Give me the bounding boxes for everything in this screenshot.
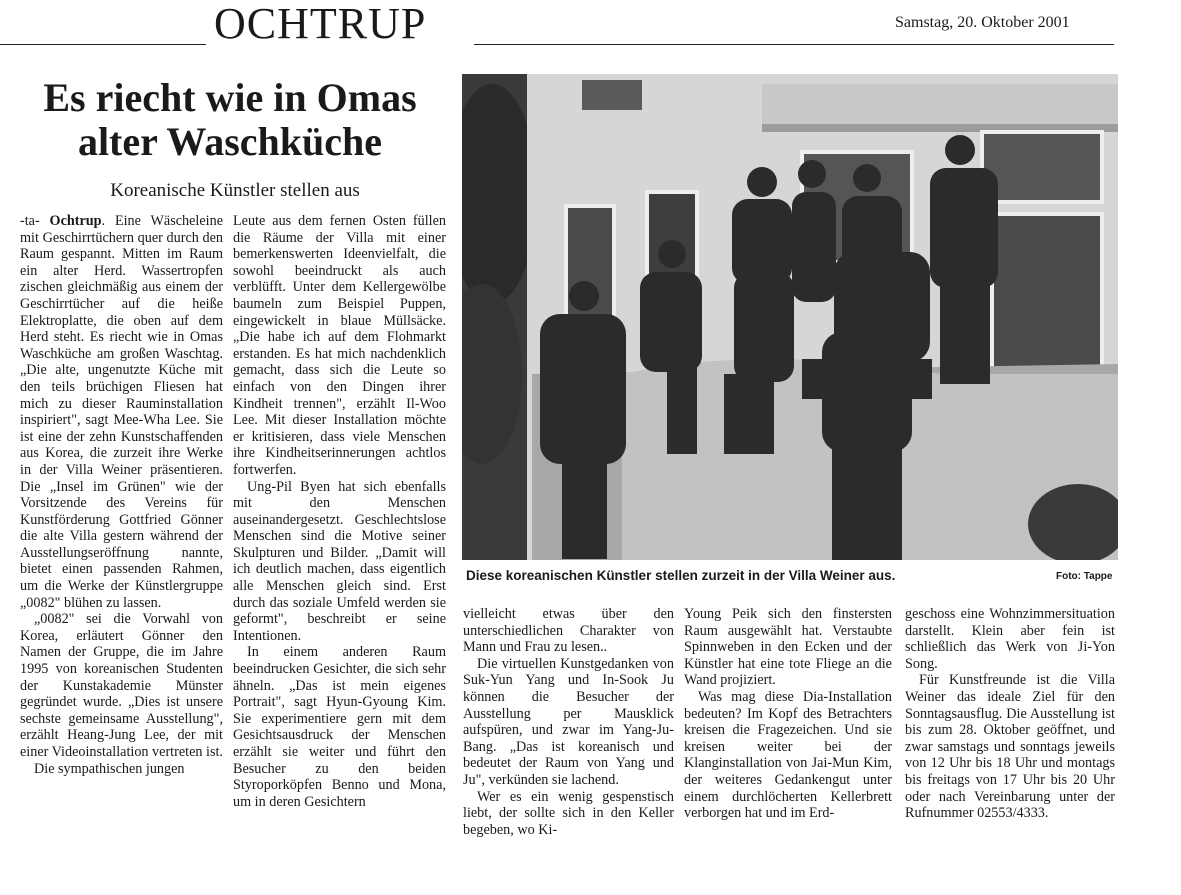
dateline-place: Ochtrup	[49, 213, 102, 229]
column-1-paragraph-2: „0082" sei die Vorwahl von Korea, erläutert Gönner den Namen der Gruppe, die im Jahre 1995 von koreanischen Studenten der Kunstakademie Münster gegründet wurde. „Dies ist unsere sechste gemeinsame Ausstellung", erzählt Heang-Jung Lee, der mit einer Videoinstallation vertreten ist.	[20, 611, 223, 760]
column-2-paragraph-2: Ung-Pil Byen hat sich ebenfalls mit den Menschen auseinandergesetzt. Geschlechtslose Menschen sind die Motive seiner Skulpturen und Bilder. „Damit will ich deutlich machen, dass eigentlich alle Menschen gleich sind. Erst durch das soziale Umfeld werden sie geformt", beschreibt er seine Intentionen.	[233, 478, 446, 644]
headline	[0, 76, 460, 164]
column-3-paragraph-1: vielleicht etwas über den unterschiedlichen Charakter von Mann und Frau zu lesen..	[463, 606, 674, 656]
column-3-paragraph-3: Wer es ein wenig gespenstisch liebt, der sollte sich in den Keller begeben, wo Ki-	[463, 788, 674, 838]
headline-line-1: Es riecht wie in Omas	[43, 75, 417, 120]
article-column-1	[20, 213, 223, 777]
photo-illustration	[462, 74, 1118, 560]
column-1-paragraph-1	[20, 213, 223, 611]
photo-credit: Foto: Tappe	[1056, 571, 1113, 582]
headline-line-2: alter Waschküche	[77, 119, 383, 164]
column-4-paragraph-2: Was mag diese Dia-Installation bedeuten? Im Kopf des Betrachters kreisen die Fragezeichen. Und sie kreisen weiter bei der Klanginstallation von Jai-Mun Kim, der weiteres Gedankengut unter einem durchlöcherten Kellerbrett verborgen hat und im Erd-	[684, 688, 892, 822]
column-2-paragraph-3: In einem anderen Raum beeindrucken Gesichter, die sich sehr ähneln. „Das ist mein eigenes Portrait", sagt Hyun-Gyoung Kim. Sie experimentiere gern mit dem Gesichtsausdruck der Menschen erzählt sie weiter und führt den Besucher zu den beiden Styroporköpfen Benno und Mona, um in deren Gesichtern	[233, 644, 446, 810]
column-1-paragraph-3: Die sympathischen jungen	[34, 760, 185, 777]
group-photo	[462, 74, 1118, 560]
article-column-4	[684, 606, 892, 822]
issue-date: Samstag, 20. Oktober 2001	[895, 14, 1070, 31]
column-3-paragraph-2: Die virtuellen Kunstgedanken von Suk-Yun Yang und In-Sook Ju können die Besucher der Ausstellung per Mausklick aufspüren, und zwar im Yang-Ju-Bang. „Das ist koreanisch und bedeutet der Raum von Yang und Ju", verkünden sie lachend.	[463, 655, 674, 788]
column-2-paragraph-1: Leute aus dem fernen Osten füllen die Räume der Villa mit einer bemerkenswerten Ideenvielfalt, die sowohl beeindruckt als auch verblüfft. Unter dem Kellergewölbe baumeln zum Beispiel Puppen, eingewickelt in blaue Müllsäcke. „Die habe ich auf dem Flohmarkt erstanden. Es hat mich nachdenklich gemacht, dass sich die Leute so einfach von den Dingen ihrer Kindheit trennen", erzählt Il-Woo Lee. Mit dieser Installation möchte er kritisieren, dass viele Menschen ihre Kindheitserinnerungen achtlos fortwerfen.	[233, 213, 446, 478]
masthead-title: OCHTRUP	[214, 0, 427, 48]
byline: -ta-	[20, 213, 50, 229]
article-column-5	[905, 606, 1115, 822]
column-5-paragraph-2: Für Kunstfreunde ist die Villa Weiner das ideale Ziel für den Sonntagsausflug. Die Ausstellung ist bis zum 28. Oktober geöffnet, und zwar samstags und sonntags jeweils von 12 Uhr bis 18 Uhr und montags bis freitags von 17 Uhr bis 20 Uhr oder nach Vereinbarung unter der Rufnummer 02553/4333.	[905, 672, 1115, 822]
column-5-paragraph-1: geschoss eine Wohnzimmersituation darstellt. Klein aber fein ist schließlich das Werk von Ji-Yon Song.	[905, 606, 1115, 672]
masthead-rule-left	[0, 44, 206, 45]
column-4-paragraph-1: Young Peik sich den finstersten Raum ausgewählt hat. Verstaubte Spinnweben in den Ecken und der Künstler hat eine tote Fliege an die Wand projiziert.	[684, 606, 892, 689]
subheadline: Koreanische Künstler stellen aus	[110, 180, 360, 201]
article-column-2	[233, 213, 446, 810]
article-column-3	[463, 606, 674, 838]
column-1-paragraph-1-text: . Eine Wäscheleine mit Geschirrtüchern quer durch den Raum gespannt. Mitten im Raum ein alter Herd. Wassertropfen zischen gleichmäßig aus einem der Geschirrtücher auf die heiße Elektroplatte, die oben auf dem Herd steht. Es riecht wie in Omas Waschküche am großen Waschtag. „Die alte, ungenutzte Küche mit den teils brüchigen Fliesen hat mich zu dieser Rauminstallation inspiriert", sagt Mee-Wha Lee. Sie ist eine der zehn Kunstschaffenden aus Korea, die zurzeit ihre Werke in der Villa Weiner präsentieren. Die „Insel im Grünen" wie der Vorsitzende des Vereins für Kunstförderung Gottfried Gönner die alte Villa gestern während der Ausstellungseröffnung nannte, bietet einen passenden Rahmen, um die Werke der Künstlergruppe „0082" blühen zu lassen.	[20, 213, 223, 611]
photo-caption: Diese koreanischen Künstler stellen zurzeit in der Villa Weiner aus.	[466, 568, 896, 583]
masthead-rule-right	[474, 44, 1114, 45]
